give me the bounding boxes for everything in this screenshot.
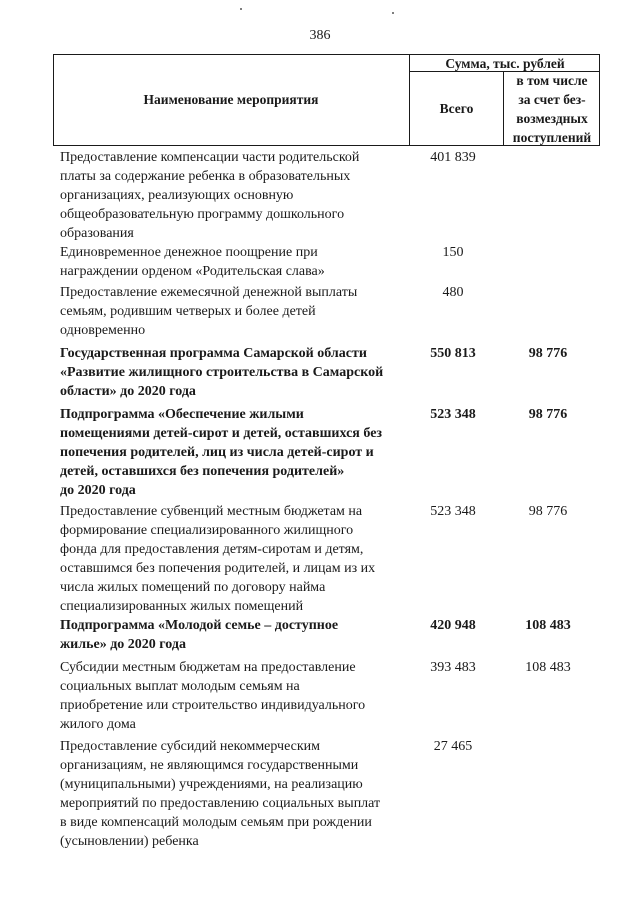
row-name: Единовременное денежное поощрение при награждении орденом «Родительская слава»	[60, 245, 325, 279]
header-total-label: Всего	[439, 101, 474, 116]
row-name: Предоставление ежемесячной денежной выплаты семьям, родившим четверых и более детей одновременно	[60, 285, 358, 338]
row-total: 523 348	[430, 504, 476, 519]
row-free: 98 776	[528, 407, 568, 422]
row-name: Предоставление субвенций местным бюджетам на формирование специализированного жилищного фонда для предоставления детям-сиротам и детям, оставшимся без попечения родителей, и лицам из их числа жилых помещений по договору найма специализированных жилых помещений	[60, 504, 376, 614]
row-total: 420 948	[430, 618, 476, 633]
speck	[240, 8, 242, 10]
speck	[392, 12, 394, 14]
row-name: Подпрограмма «Молодой семье – доступное жилье» до 2020 года	[60, 618, 339, 652]
row-total: 27 465	[433, 739, 473, 754]
row-name: Государственная программа Самарской области «Развитие жилищного строительства в Самарской области» до 2020 года	[60, 346, 384, 399]
row-free: 108 483	[525, 618, 571, 633]
row-total: 480	[442, 285, 464, 300]
page-number: 386	[309, 28, 331, 43]
row-total: 523 348	[430, 407, 476, 422]
row-name: Субсидии местным бюджетам на предоставление социальных выплат молодым семьям на приобретение или строительство индивидуального жилого дома	[60, 660, 366, 732]
header-sum-label: Сумма, тыс. рублей	[445, 56, 565, 71]
row-total: 401 839	[430, 150, 476, 165]
table-header	[53, 54, 600, 146]
row-free: 98 776	[528, 504, 568, 519]
row-name: Предоставление субсидий некоммерческим организациям, не являющимся государственными (муниципальными) учреждениями, на реализацию мероприятий по предоставлению социальных выплат в виде компенсаций молодым семьям при рождении (усыновлении) ребенка	[60, 739, 381, 849]
header-free-label: в том числе за счет без- возмездных поступлений	[512, 73, 592, 145]
row-free: 98 776	[528, 346, 568, 361]
row-free: 108 483	[525, 660, 571, 675]
row-name: Подпрограмма «Обеспечение жилыми помещениями детей-сирот и детей, оставшихся без попечения родителей, лиц из числа детей-сирот и детей, оставшихся без попечения родителей» до 2020 года	[60, 407, 383, 498]
row-name: Предоставление компенсации части родительской платы за содержание ребенка в образовательных организациях, реализующих основную общеобразовательную программу дошкольного образования	[60, 150, 360, 241]
row-total: 150	[442, 245, 464, 260]
row-total: 393 483	[430, 660, 476, 675]
row-total: 550 813	[430, 346, 476, 361]
header-name-label: Наименование мероприятия	[143, 92, 319, 107]
